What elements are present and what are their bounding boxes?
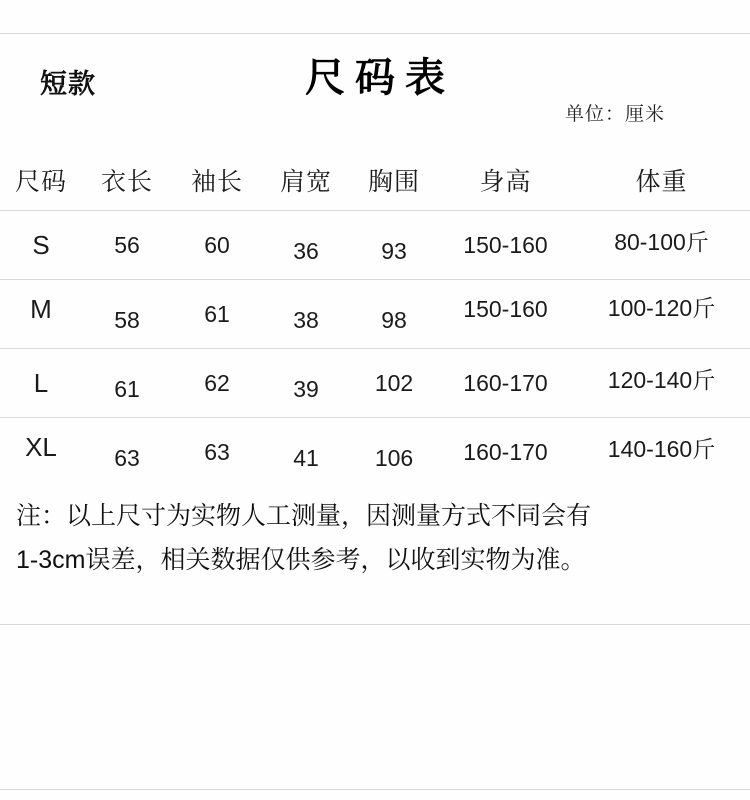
- cell-weight: 80-100斤: [614, 228, 709, 255]
- table-row: [0, 280, 750, 349]
- cell-length: 61: [114, 375, 140, 402]
- cell-bust: 93: [381, 237, 407, 264]
- table-row: [0, 349, 750, 418]
- cell-sleeve: 62: [204, 369, 230, 396]
- column-header-size: 尺码: [14, 168, 67, 196]
- column-header-bust: 胸围: [367, 168, 420, 196]
- cell-shoulder: 38: [293, 306, 319, 333]
- cell-size: S: [32, 229, 50, 260]
- cell-bust: 102: [374, 369, 414, 396]
- column-header-sleeve: 袖长: [190, 168, 243, 196]
- cell-bust: 98: [381, 306, 407, 333]
- note-line-2: 1-3cm误差，相关数据仅供参考，以收到实物为准。: [16, 546, 586, 574]
- column-header-shoulder: 肩宽: [279, 168, 332, 196]
- measurement-note: [16, 494, 738, 582]
- unit-label: 单位：厘米: [564, 104, 665, 125]
- divider-below-note: [0, 624, 750, 625]
- cell-height: 160-170: [463, 438, 548, 465]
- cell-length: 63: [114, 444, 140, 471]
- chart-header: [0, 46, 750, 136]
- style-label: 短款: [40, 69, 96, 99]
- cell-sleeve: 61: [204, 300, 230, 327]
- cell-sleeve: 60: [204, 231, 230, 258]
- size-table-container: [0, 150, 750, 486]
- cell-length: 56: [114, 231, 140, 258]
- cell-bust: 106: [374, 444, 414, 471]
- divider-bottom: [0, 789, 750, 790]
- cell-weight: 140-160斤: [607, 435, 716, 462]
- column-header-length: 衣长: [100, 168, 153, 196]
- column-header-height: 身高: [479, 168, 532, 196]
- cell-shoulder: 39: [293, 375, 319, 402]
- table-header-row: [0, 150, 750, 211]
- cell-weight: 100-120斤: [607, 294, 716, 321]
- cell-sleeve: 63: [204, 438, 230, 465]
- table-row: [0, 418, 750, 487]
- cell-size: XL: [25, 431, 57, 462]
- page-title: 尺码表: [305, 56, 455, 100]
- cell-shoulder: 41: [293, 444, 319, 471]
- cell-size: M: [30, 293, 52, 324]
- cell-height: 160-170: [463, 369, 548, 396]
- column-header-weight: 体重: [635, 168, 688, 196]
- cell-length: 58: [114, 306, 140, 333]
- note-line-1: 注：以上尺寸为实物人工测量，因测量方式不同会有: [16, 502, 592, 530]
- cell-height: 150-160: [463, 295, 548, 322]
- divider-top: [0, 33, 750, 34]
- table-row: [0, 211, 750, 280]
- cell-weight: 120-140斤: [607, 366, 716, 393]
- cell-size: L: [33, 367, 49, 398]
- cell-shoulder: 36: [293, 237, 319, 264]
- cell-height: 150-160: [463, 231, 548, 258]
- size-table: [0, 150, 750, 486]
